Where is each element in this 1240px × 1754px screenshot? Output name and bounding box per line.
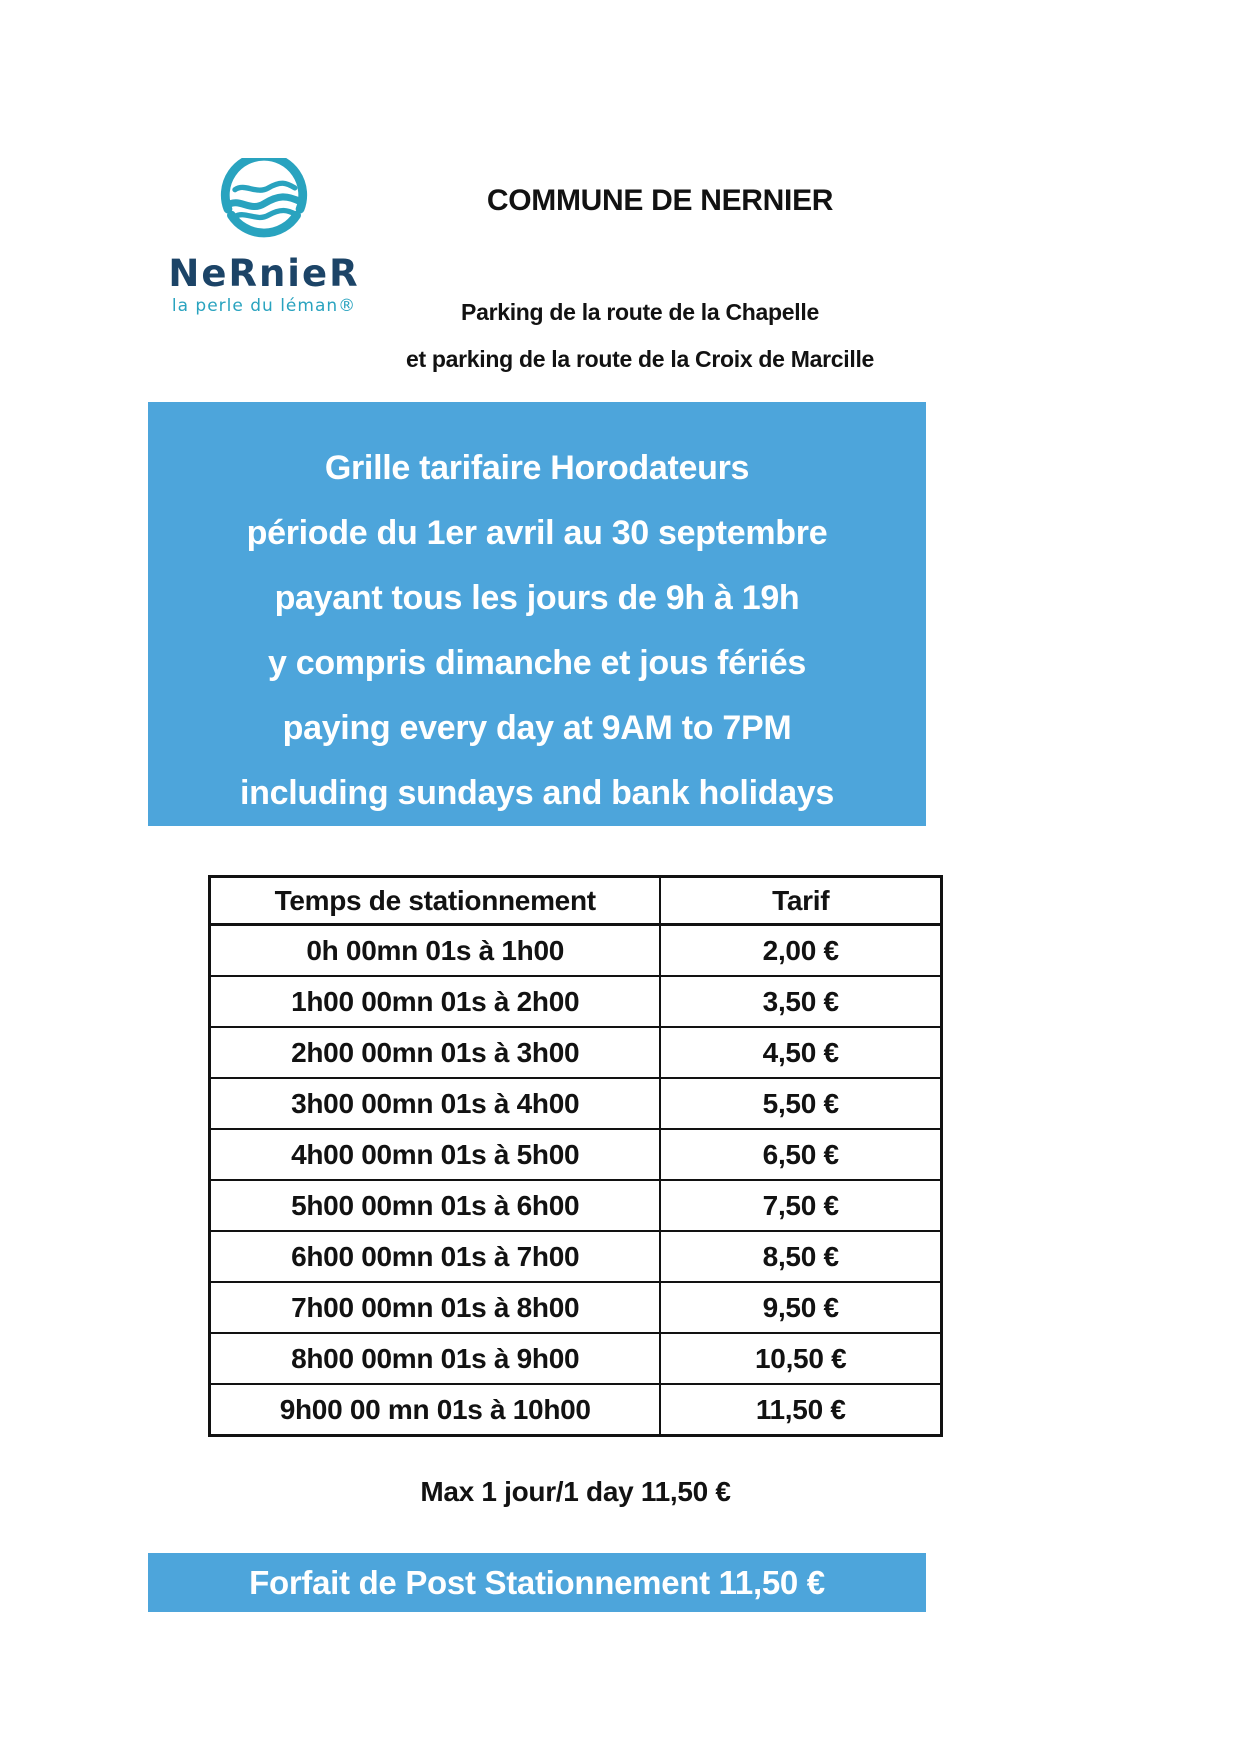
banner-line: including sundays and bank holidays	[239, 774, 835, 812]
price-cell: 9,50 €	[660, 1282, 941, 1333]
banner-line: période du 1er avril au 30 septembre	[246, 514, 828, 552]
price-cell: 4,50 €	[660, 1027, 941, 1078]
tariff-row	[210, 1027, 942, 1078]
duration-cell: 1h00 00mn 01s à 2h00	[210, 976, 661, 1027]
max-per-day-note: Max 1 jour/1 day 11,50 €	[420, 1476, 731, 1507]
post-parking-banner-text: Forfait de Post Stationnement 11,50 €	[249, 1564, 825, 1601]
price-cell: 5,50 €	[660, 1078, 941, 1129]
post-parking-banner	[148, 1553, 926, 1612]
parking-subtitle	[360, 289, 920, 383]
tariff-row	[210, 925, 942, 977]
duration-cell: 5h00 00mn 01s à 6h00	[210, 1180, 661, 1231]
tariff-row	[210, 1282, 942, 1333]
commune-title: COMMUNE DE NERNIER	[486, 184, 834, 217]
price-cell: 2,00 €	[660, 925, 941, 977]
duration-cell: 2h00 00mn 01s à 3h00	[210, 1027, 661, 1078]
tariff-row	[210, 1384, 942, 1436]
tariff-banner	[148, 402, 926, 826]
tariff-row	[210, 1180, 942, 1231]
banner-line: payant tous les jours de 9h à 19h	[274, 579, 800, 617]
logo-wordmark: NeRnieR	[168, 252, 360, 295]
duration-cell: 8h00 00mn 01s à 9h00	[210, 1333, 661, 1384]
col-header-duration: Temps de stationnement	[210, 877, 661, 925]
banner-line: paying every day at 9AM to 7PM	[282, 709, 792, 747]
duration-cell: 0h 00mn 01s à 1h00	[210, 925, 661, 977]
tariff-row	[210, 1333, 942, 1384]
parking-subtitle-line1: Parking de la route de la Chapelle	[461, 299, 819, 325]
price-cell: 3,50 €	[660, 976, 941, 1027]
tariff-row	[210, 976, 942, 1027]
duration-cell: 7h00 00mn 01s à 8h00	[210, 1282, 661, 1333]
duration-cell: 6h00 00mn 01s à 7h00	[210, 1231, 661, 1282]
banner-line: y compris dimanche et jous fériés	[267, 644, 807, 682]
parking-subtitle-line2: et parking de la route de la Croix de Marcille	[405, 346, 875, 372]
price-cell: 7,50 €	[660, 1180, 941, 1231]
tariff-table-body	[210, 925, 942, 1436]
nernier-logo	[160, 158, 368, 316]
nernier-logo-icon	[160, 158, 368, 246]
tariff-table	[208, 875, 943, 1437]
price-cell: 11,50 €	[660, 1384, 941, 1436]
tariff-row	[210, 1078, 942, 1129]
duration-cell: 9h00 00 mn 01s à 10h00	[210, 1384, 661, 1436]
logo-tagline: la perle du léman®	[171, 296, 357, 316]
tariff-row	[210, 1231, 942, 1282]
col-header-tarif: Tarif	[660, 877, 941, 925]
price-cell: 6,50 €	[660, 1129, 941, 1180]
tariff-row	[210, 1129, 942, 1180]
price-cell: 8,50 €	[660, 1231, 941, 1282]
price-cell: 10,50 €	[660, 1333, 941, 1384]
tariff-table-header-row	[210, 877, 942, 925]
banner-line: Grille tarifaire Horodateurs	[324, 449, 750, 487]
duration-cell: 4h00 00mn 01s à 5h00	[210, 1129, 661, 1180]
duration-cell: 3h00 00mn 01s à 4h00	[210, 1078, 661, 1129]
